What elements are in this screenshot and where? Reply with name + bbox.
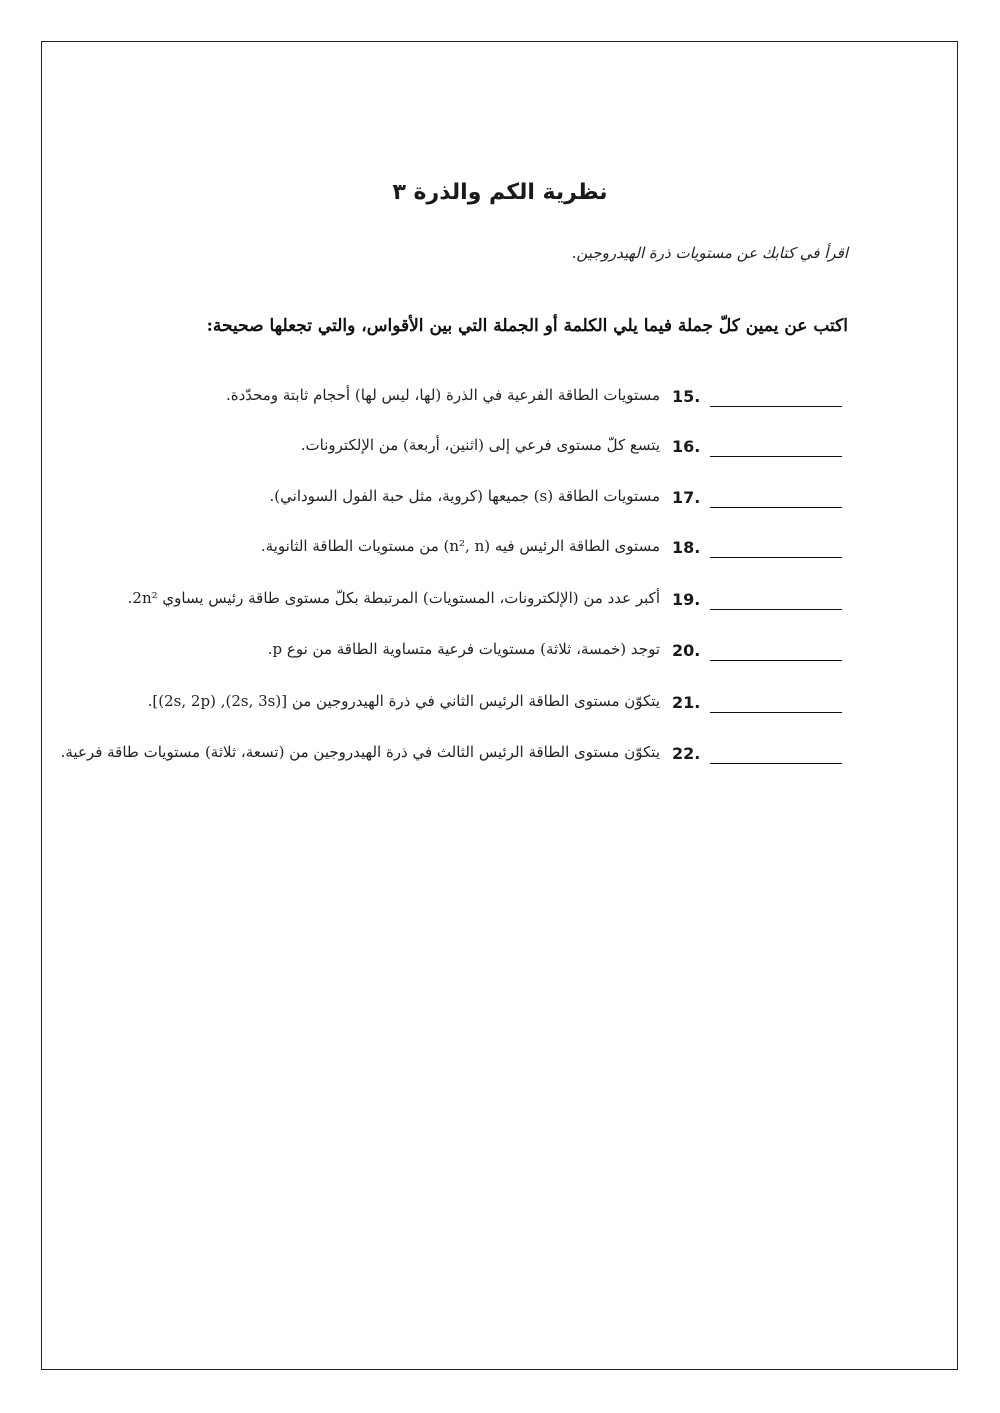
question-21	[0, 692, 1000, 716]
question-number: 19.	[672, 590, 701, 609]
question-text: مستويات الطاقة الفرعية في الذرة (لها، ليس لها) أحجام ثابتة ومحدّدة.	[225, 386, 660, 404]
question-19	[0, 589, 1000, 613]
question-number: 22.	[672, 744, 701, 763]
question-number: 17.	[672, 488, 701, 507]
answer-blank[interactable]	[710, 660, 842, 661]
question-text: توجد (خمسة، ثلاثة) مستويات فرعية متساوية الطاقة من نوع p.	[267, 640, 660, 658]
question-text: يتكوّن مستوى الطاقة الرئيس الثاني في ذرة الهيدروجين من [(2s, 3s), (2s, 2p)].	[147, 692, 660, 710]
question-20	[0, 640, 1000, 664]
question-text: يتسع كلّ مستوى فرعي إلى (اثنين، أربعة) من الإلكترونات.	[300, 436, 660, 454]
question-text: أكبر عدد من (الإلكترونات، المستويات) المرتبطة بكلّ مستوى طاقة رئيس يساوي 2n².	[127, 589, 660, 607]
answer-blank[interactable]	[710, 712, 842, 713]
answer-blank[interactable]	[710, 507, 842, 508]
reading-instruction: اقرأ في كتابك عن مستويات ذرة الهيدروجين.	[571, 244, 848, 262]
question-16	[0, 436, 1000, 460]
writing-instruction: اكتب عن يمين كلّ جملة فيما يلي الكلمة أو الجملة التي بين الأقواس، والتي تجعلها صحيحة:	[206, 316, 848, 336]
answer-blank[interactable]	[710, 557, 842, 558]
question-number: 16.	[672, 437, 701, 456]
answer-blank[interactable]	[710, 406, 842, 407]
question-number: 18.	[672, 538, 701, 557]
question-22	[0, 743, 1000, 767]
page-title: نظرية الكم والذرة ٣	[392, 180, 608, 205]
question-15	[0, 386, 1000, 410]
answer-blank[interactable]	[710, 456, 842, 457]
question-text: مستويات الطاقة (s) جميعها (كروية، مثل حبة الفول السوداني).	[269, 487, 660, 505]
question-text: يتكوّن مستوى الطاقة الرئيس الثالث في ذرة الهيدروجين من (تسعة، ثلاثة) مستويات طاقة فرعية.	[60, 743, 660, 761]
question-number: 21.	[672, 693, 701, 712]
question-17	[0, 487, 1000, 511]
answer-blank[interactable]	[710, 763, 842, 764]
question-text: مستوى الطاقة الرئيس فيه (n², n) من مستويات الطاقة الثانوية.	[260, 537, 660, 555]
question-number: 15.	[672, 387, 701, 406]
answer-blank[interactable]	[710, 609, 842, 610]
question-number: 20.	[672, 641, 701, 660]
question-18	[0, 537, 1000, 561]
